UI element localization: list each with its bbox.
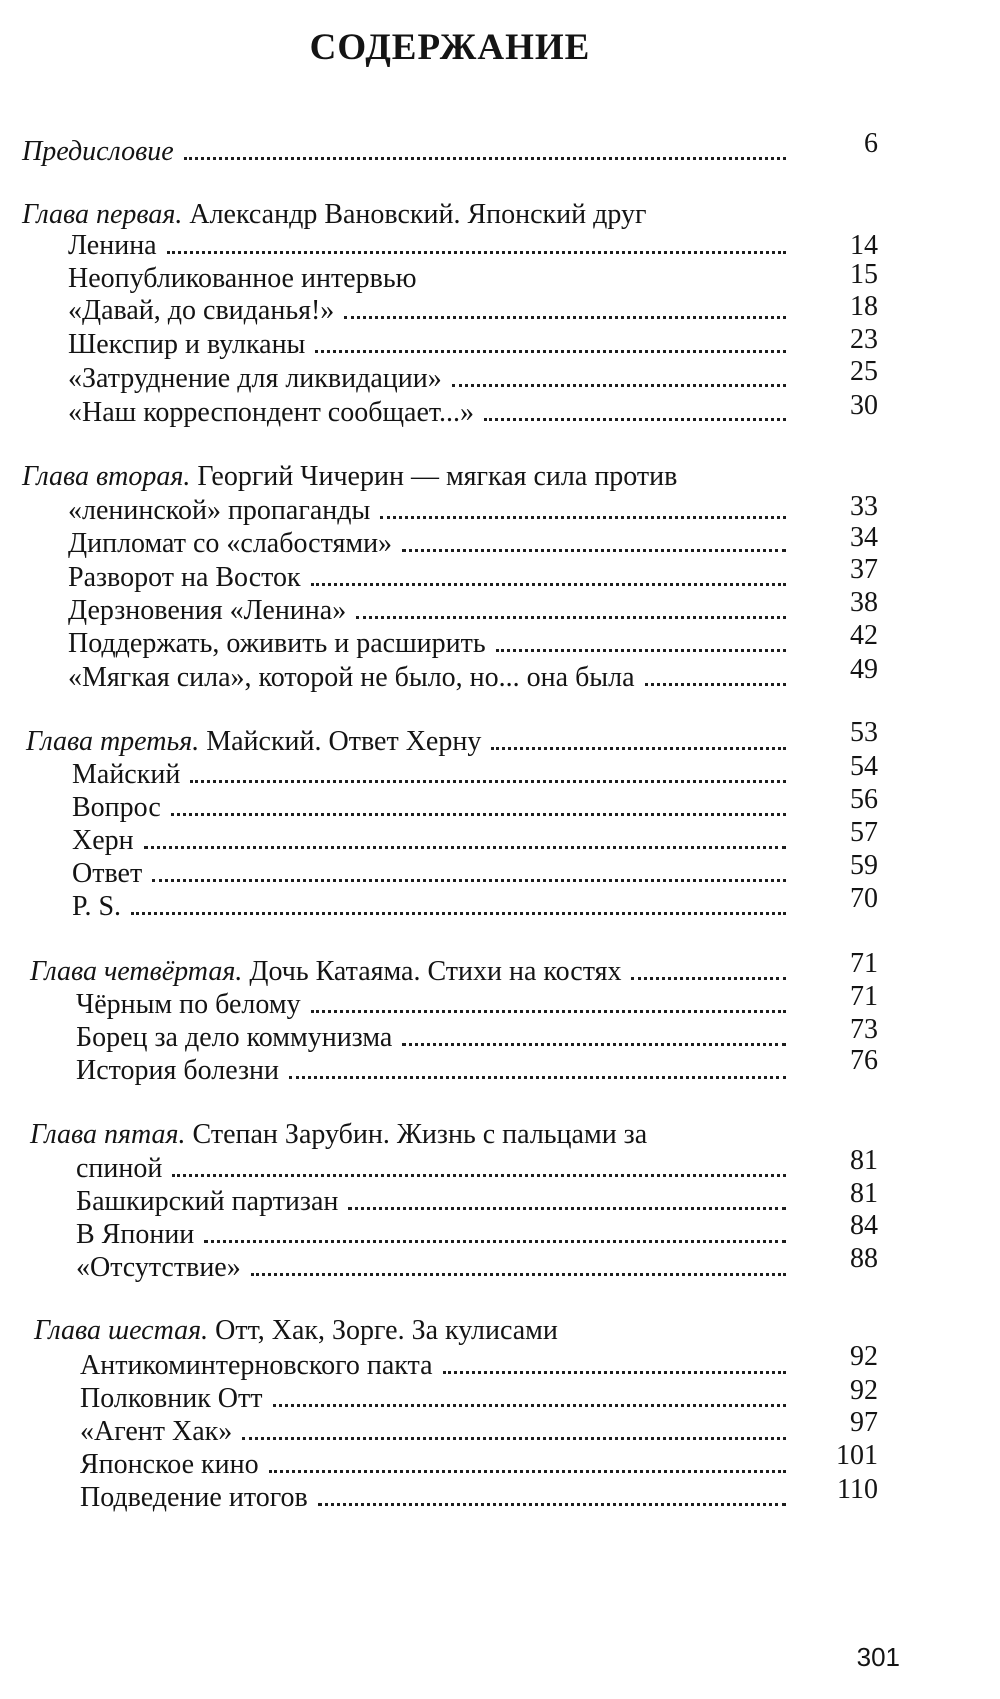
chapter-6-heading-cont (80, 1349, 792, 1383)
toc-entry: Поддержать, оживить и расширить (68, 627, 792, 661)
dot-leader (645, 683, 786, 686)
toc-entry: Шекспир и вулканы (68, 328, 792, 362)
chapter-prefix: Глава четвёртая. (30, 956, 243, 987)
page-number: 25 (850, 356, 878, 387)
dot-leader (184, 157, 786, 160)
page-number: 97 (850, 1407, 878, 1438)
page-number: 88 (850, 1243, 878, 1274)
page-number: 6 (864, 128, 878, 159)
dot-leader (356, 616, 786, 619)
toc-entry: «Мягкая сила», которой не было, но... она была (68, 661, 792, 695)
page-number: 57 (850, 817, 878, 848)
page-number: 53 (850, 717, 878, 748)
page-number: 101 (836, 1440, 878, 1471)
page-number: 23 (850, 324, 878, 355)
page-title: СОДЕРЖАНИЕ (309, 27, 591, 68)
dot-leader (251, 1273, 786, 1276)
page-number: 92 (850, 1341, 878, 1372)
toc-entry: Ответ (72, 857, 792, 891)
toc-entry: P. S. (72, 890, 792, 924)
dot-leader (402, 549, 786, 552)
dot-leader (204, 1240, 786, 1243)
toc-entry: Неопубликованное интервью (68, 263, 417, 294)
toc-entry: «Давай, до свиданья!» (68, 294, 792, 328)
page-number: 38 (850, 587, 878, 618)
toc-entry: Вопрос (72, 791, 792, 825)
dot-leader (311, 1010, 786, 1013)
toc-entry: Дипломат со «слабостями» (68, 527, 792, 561)
page-number: 54 (850, 751, 878, 782)
dot-leader (344, 316, 786, 319)
toc-entry: «Отсутствие» (76, 1251, 792, 1285)
chapter-prefix: Глава вторая. (22, 461, 191, 492)
toc-entry: Майский (72, 758, 792, 792)
toc-entry: Дерзновения «Ленина» (68, 594, 792, 628)
toc-entry: Борец за дело коммунизма (76, 1021, 792, 1055)
dot-leader (402, 1043, 786, 1046)
page-number: 18 (850, 291, 878, 322)
chapter-title: Степан Зарубин. Жизнь с пальцами за (192, 1119, 648, 1150)
toc-entry: Полковник Отт (80, 1382, 792, 1416)
dot-leader (496, 649, 786, 652)
toc-entry: В Японии (76, 1218, 792, 1252)
dot-leader (289, 1076, 786, 1079)
dot-leader (152, 879, 786, 882)
toc-entry: История болезни (76, 1054, 792, 1088)
dot-leader (131, 912, 786, 915)
dot-leader (348, 1207, 786, 1210)
page-number: 70 (850, 883, 878, 914)
dot-leader (452, 384, 786, 387)
dot-leader (273, 1404, 787, 1407)
page-number: 76 (850, 1045, 878, 1076)
toc-entry: «Агент Хак» (80, 1415, 792, 1449)
toc-entry: Башкирский партизан (76, 1185, 792, 1219)
dot-leader (171, 813, 786, 816)
chapter-title: Александр Вановский. Японский друг (189, 199, 647, 230)
chapter-title: Майский. Ответ Херну (206, 726, 482, 757)
page-number: 81 (850, 1145, 878, 1176)
page-number: 15 (850, 259, 878, 290)
toc-entry: «Затруднение для ликвидации» (68, 362, 792, 396)
page-number: 34 (850, 522, 878, 553)
dot-leader (144, 846, 786, 849)
page-number: 56 (850, 784, 878, 815)
page-number: 42 (850, 620, 878, 651)
chapter-title-cont: спиной (76, 1153, 163, 1184)
chapter-title: Дочь Катаяма. Стихи на костях (249, 956, 622, 987)
chapter-prefix: Глава третья. (26, 726, 200, 757)
chapter-2-heading (22, 460, 792, 494)
toc-entry: Японское кино (80, 1448, 792, 1482)
dot-leader (484, 418, 786, 421)
dot-leader (172, 1174, 786, 1177)
page-number: 37 (850, 554, 878, 585)
toc-entry: Разворот на Восток (68, 561, 792, 595)
chapter-3-heading (26, 725, 792, 759)
dot-leader (242, 1437, 786, 1440)
chapter-title: Отт, Хак, Зорге. За кулисами (215, 1315, 558, 1346)
chapter-5-heading-cont (76, 1152, 792, 1186)
page-number: 92 (850, 1375, 878, 1406)
dot-leader (318, 1503, 786, 1506)
chapter-title-cont: «ленинской» пропаганды (68, 495, 371, 526)
chapter-2-heading-cont (68, 494, 792, 528)
page-number: 30 (850, 390, 878, 421)
page-number: 14 (850, 230, 878, 261)
toc-entry: Херн (72, 824, 792, 858)
page-number: 110 (837, 1474, 878, 1505)
chapter-title: Георгий Чичерин — мягкая сила против (197, 461, 678, 492)
chapter-6-heading (34, 1314, 792, 1348)
dot-leader (315, 350, 786, 353)
page-number: 84 (850, 1210, 878, 1241)
toc-entry: Подведение итогов (80, 1481, 792, 1515)
dot-leader (269, 1470, 786, 1473)
preface-label: Предисловие (22, 136, 174, 167)
chapter-prefix: Глава пятая. (30, 1119, 186, 1150)
chapter-4-heading (30, 955, 792, 989)
dot-leader (380, 516, 786, 519)
page-number: 73 (850, 1014, 878, 1045)
page-number: 71 (850, 981, 878, 1012)
page-number: 33 (850, 491, 878, 522)
page-number: 59 (850, 850, 878, 881)
chapter-prefix: Глава шестая. (34, 1315, 209, 1346)
dot-leader (190, 780, 786, 783)
dot-leader (443, 1371, 786, 1374)
chapter-1-heading-cont (68, 229, 792, 263)
chapter-title-cont: Антикоминтерновского пакта (80, 1350, 433, 1381)
chapter-5-heading (30, 1118, 792, 1152)
toc-entry: Чёрным по белому (76, 988, 792, 1022)
dot-leader (167, 251, 786, 254)
toc-entry: «Наш корреспондент сообщает...» (68, 396, 792, 430)
chapter-prefix: Глава первая. (22, 199, 183, 230)
dot-leader (491, 747, 786, 750)
page-number: 71 (850, 948, 878, 979)
chapter-title-cont: Ленина (68, 230, 157, 261)
dot-leader (311, 583, 786, 586)
toc-row-preface (22, 135, 792, 169)
page-number: 49 (850, 654, 878, 685)
dot-leader (631, 977, 786, 980)
chapter-1-heading (22, 198, 792, 232)
page-number: 81 (850, 1178, 878, 1209)
page-folio: 301 (856, 1642, 900, 1672)
